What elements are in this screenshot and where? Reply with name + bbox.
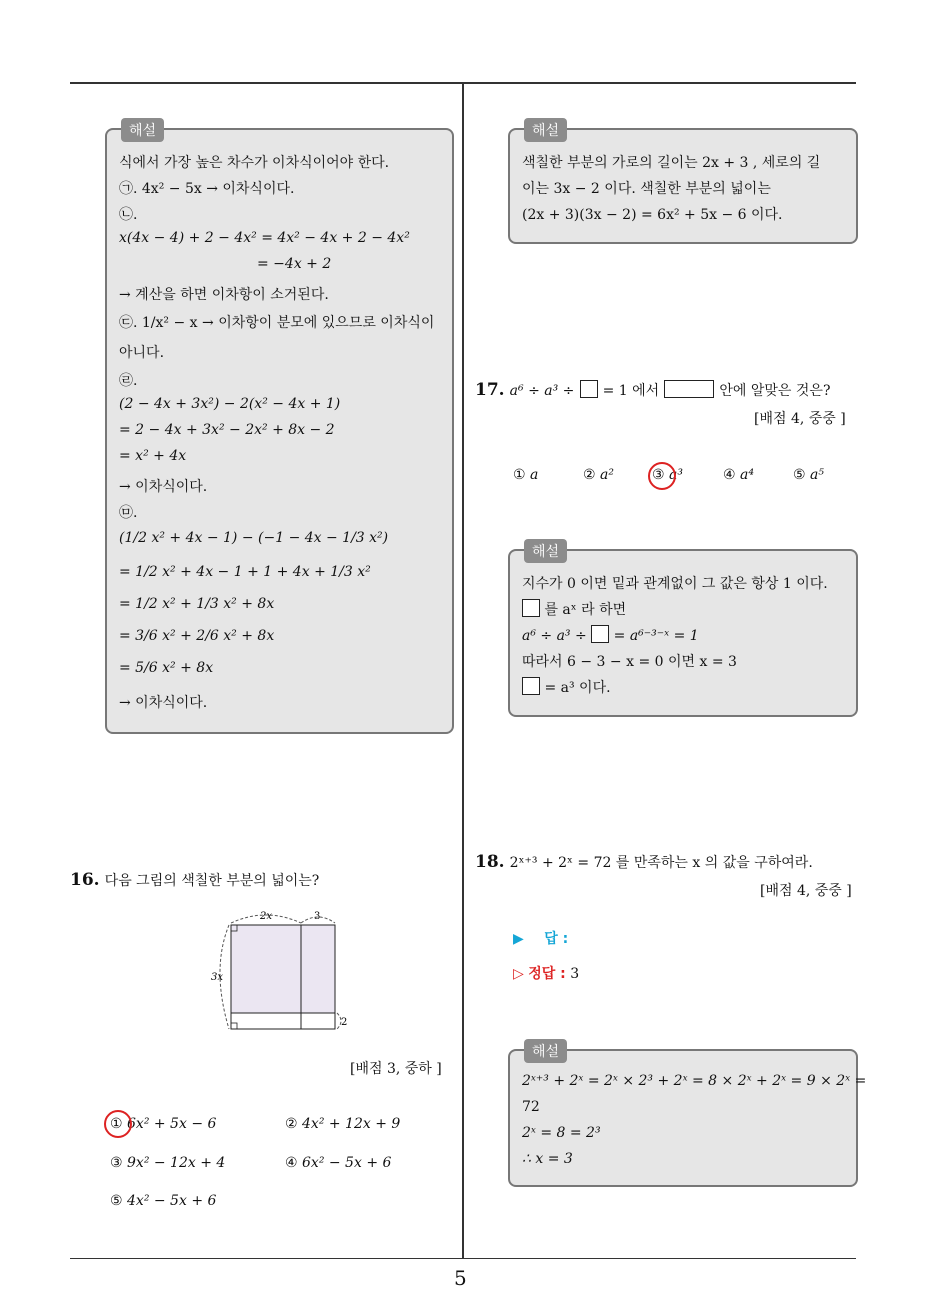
sol16-line-2: 이는 3x − 2 이다. 색칠한 부분의 넓이는 (522, 181, 771, 197)
option-mark: ④ (723, 467, 736, 483)
q16-score: [배점 3, 중하 ] (350, 1061, 442, 1077)
q16-option-5[interactable] (110, 1193, 216, 1209)
question-number: 16. (70, 870, 100, 890)
question-17 (475, 380, 830, 400)
solution-tag: 해설 (524, 539, 567, 563)
option-text: 4x² + 12x + 9 (302, 1116, 401, 1132)
sol15-line-16: = 1/2 x² + 4x − 1 + 1 + 4x + 1/3 x² (119, 564, 371, 580)
correct-answer-value: 3 (570, 966, 580, 982)
sol15-line-6: → 계산을 하면 이차항이 소거된다. (119, 287, 329, 303)
sol15-line-14: ㉤. (119, 505, 138, 521)
correct-answer-label: 정답 : (528, 966, 566, 982)
sol15-line-11: = 2 − 4x + 3x² − 2x² + 8x − 2 (119, 422, 335, 438)
solution-tag: 해설 (121, 118, 164, 142)
q17-option-2[interactable] (583, 467, 614, 483)
option-mark: ② (583, 467, 596, 483)
option-mark: ⑤ (793, 467, 806, 483)
answer-label: 답 : (544, 931, 569, 947)
q16-option-2[interactable] (285, 1116, 400, 1132)
solution-box-18 (508, 1044, 867, 1187)
sol15-line-9: ㉣. (119, 373, 138, 389)
sol17-line-1: 지수가 0 이면 밑과 관계없이 그 값은 항상 1 이다. (522, 576, 828, 592)
sol18-line-3: 2ˣ = 8 = 2³ (522, 1125, 601, 1141)
option-mark: ① (513, 467, 526, 483)
solution-tag: 해설 (524, 118, 567, 142)
sol15-line-1: 식에서 가장 높은 차수가 이차식이어야 한다. (119, 155, 390, 171)
option-mark: ① (110, 1116, 123, 1132)
question-text-c: 안에 알맞은 것은? (719, 383, 831, 399)
sol15-line-17: = 1/2 x² + 1/3 x² + 8x (119, 596, 275, 612)
option-text: a⁵ (810, 467, 824, 483)
sol15-line-8: 아니다. (119, 345, 165, 361)
selected-answer-circle (104, 1110, 132, 1138)
option-mark: ⑤ (110, 1193, 123, 1209)
question-16 (70, 870, 319, 890)
sol15-line-12: = x² + 4x (119, 448, 187, 464)
sol16-line-3: (2x + 3)(3x − 2) = 6x² + 5x − 6 이다. (522, 207, 783, 223)
option-text: a³ (669, 467, 683, 483)
label-3: 3 (314, 911, 321, 922)
blank-box (580, 380, 598, 398)
blank-box (522, 677, 540, 695)
sol17-line-2 (522, 599, 626, 619)
sol15-line-10: (2 − 4x + 3x²) − 2(x² − 4x + 1) (119, 396, 341, 412)
sol17-line-3 (522, 625, 699, 644)
sol18-line-1: 2ˣ⁺³ + 2ˣ = 2ˣ × 2³ + 2ˣ = 8 × 2ˣ + 2ˣ = 9 × 2ˣ = (522, 1073, 867, 1089)
sol15-line-5: = −4x + 2 (257, 256, 332, 272)
hollow-arrow-icon: ▷ (513, 966, 524, 982)
q17-option-4[interactable] (723, 467, 754, 483)
sol18-line-2: 72 (522, 1099, 540, 1115)
bottom-strip (231, 1013, 335, 1029)
q18-score: [배점 4, 중중 ] (760, 883, 852, 899)
solution-box-16 (508, 123, 858, 244)
sol15-line-20: → 이차식이다. (119, 695, 208, 711)
sol17-line-5 (522, 677, 611, 697)
label-2x: 2x (260, 911, 273, 922)
option-mark: ③ (652, 467, 665, 483)
q16-option-4[interactable] (285, 1155, 391, 1171)
q17-option-5[interactable] (793, 467, 824, 483)
question-text: 다음 그림의 색칠한 부분의 넓이는? (104, 873, 320, 889)
question-number: 18. (475, 852, 505, 872)
option-text: a² (600, 467, 614, 483)
play-arrow-icon: ▶ (513, 931, 524, 947)
option-text: 6x² + 5x − 6 (127, 1116, 217, 1132)
sol17-line-5-text: = a³ 이다. (544, 680, 611, 696)
option-mark: ② (285, 1116, 298, 1132)
option-text: 6x² − 5x + 6 (302, 1155, 392, 1171)
solution-box-17 (508, 544, 858, 717)
question-text-a: a⁶ ÷ a³ ÷ (509, 383, 575, 399)
sol15-line-18: = 3/6 x² + 2/6 x² + 8x (119, 628, 275, 644)
selected-answer-circle (648, 462, 676, 490)
blank-box (522, 599, 540, 617)
option-text: 9x² − 12x + 4 (127, 1155, 226, 1171)
sol15-line-3: ㉡. (119, 207, 138, 223)
sol17-line-3b: = a⁶⁻³⁻ˣ = 1 (613, 628, 699, 644)
blank-box (591, 625, 609, 643)
question-text: 2ˣ⁺³ + 2ˣ = 72 를 만족하는 x 의 값을 구하여라. (509, 855, 813, 871)
sol17-line-2-text: 를 aˣ 라 하면 (544, 602, 627, 618)
sol15-line-4: x(4x − 4) + 2 − 4x² = 4x² − 4x + 2 − 4x² (119, 230, 410, 246)
option-text: a⁴ (740, 467, 754, 483)
sol15-line-13: → 이차식이다. (119, 479, 208, 495)
q16-option-3[interactable] (110, 1155, 225, 1171)
shaded-region (231, 925, 335, 1013)
area-figure (205, 905, 355, 1035)
sol15-line-19: = 5/6 x² + 8x (119, 660, 214, 676)
question-text-b: = 1 에서 (602, 383, 660, 399)
question-18 (475, 852, 813, 872)
correct-answer-row (513, 963, 579, 983)
option-mark: ③ (110, 1155, 123, 1171)
sol15-line-2: ㉠. 4x² − 5x → 이차식이다. (119, 181, 295, 197)
sol18-line-4: ∴ x = 3 (522, 1151, 573, 1167)
sol17-line-4: 따라서 6 − 3 − x = 0 이면 x = 3 (522, 654, 737, 670)
sol17-line-3a: a⁶ ÷ a³ ÷ (522, 628, 587, 644)
q17-score: [배점 4, 중중 ] (754, 411, 846, 427)
answer-blank-rect (664, 380, 714, 398)
page-number: 5 (454, 1266, 467, 1290)
answer-row[interactable] (513, 928, 568, 948)
sol15-line-15: (1/2 x² + 4x − 1) − (−1 − 4x − 1/3 x²) (119, 530, 389, 546)
option-text: a (530, 467, 539, 483)
column-divider (462, 84, 464, 1259)
sol15-line-7: ㉢. 1/x² − x → 이차항이 분모에 있으므로 이차식이 (119, 315, 435, 331)
question-number: 17. (475, 380, 505, 400)
solution-tag: 해설 (524, 1039, 567, 1063)
label-2: 2 (341, 1017, 348, 1028)
option-mark: ④ (285, 1155, 298, 1171)
label-3x: 3x (211, 972, 224, 983)
solution-box-15 (105, 123, 454, 734)
sol16-line-1: 색칠한 부분의 가로의 길이는 2x + 3 , 세로의 길 (522, 155, 821, 171)
option-text: 4x² − 5x + 6 (127, 1193, 217, 1209)
q17-option-1[interactable] (513, 467, 538, 483)
bottom-rule (70, 1258, 856, 1259)
